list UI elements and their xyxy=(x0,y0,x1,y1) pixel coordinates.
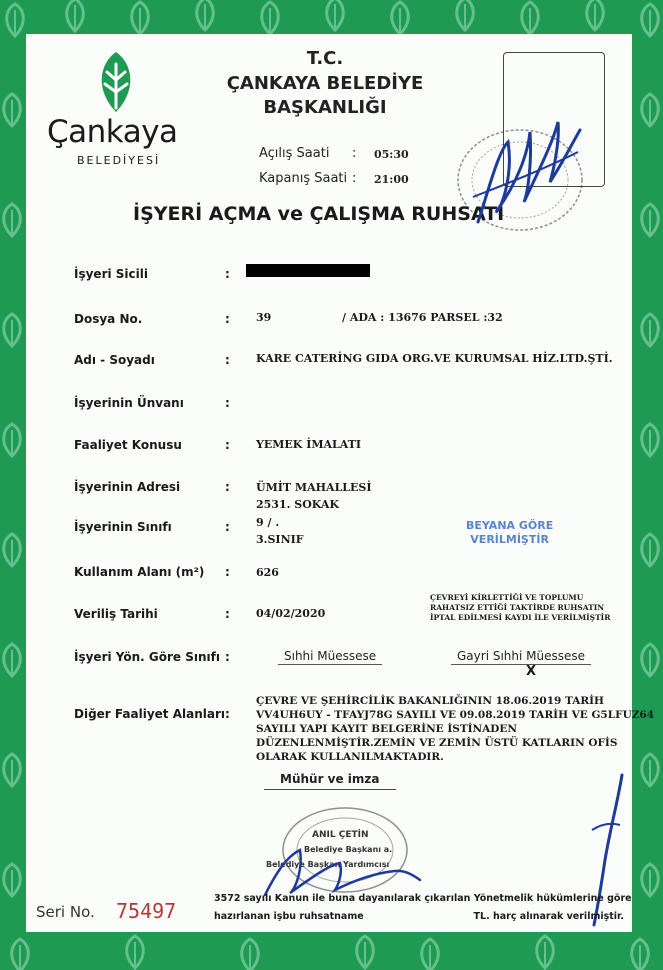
colon: : xyxy=(225,312,230,326)
header-line-2: ÇANKAYA BELEDİYE xyxy=(226,73,424,94)
field-value-sinif-line2: 3.SINIF xyxy=(256,533,304,546)
closing-hours-label: Kapanış Saati xyxy=(259,171,348,186)
colon: : xyxy=(225,396,230,410)
option-sihhi: Sıhhi Müessese xyxy=(278,649,382,665)
footer-note xyxy=(214,890,632,926)
seal-and-signature-label: Mühür ve imza xyxy=(264,772,396,790)
beyan-line2: VERİLMİŞTİR xyxy=(470,533,549,546)
warning-note xyxy=(430,593,610,623)
field-label-dosya: Dosya No. xyxy=(74,312,143,326)
opening-hours-label: Açılış Saati xyxy=(259,146,330,161)
field-label-sinif: İşyerinin Sınıfı xyxy=(74,520,172,534)
colon: : xyxy=(225,480,230,494)
serial-number: 75497 xyxy=(116,899,177,923)
field-value-tarih: 04/02/2020 xyxy=(256,607,326,620)
closing-hours-colon: : xyxy=(352,171,357,186)
field-label-yon: İşyeri Yön. Göre Sınıfı xyxy=(74,650,220,664)
serial-label: Seri No. xyxy=(36,903,95,921)
colon: : xyxy=(225,607,230,621)
field-label-unvan: İşyerinin Ünvanı xyxy=(74,396,184,410)
opening-hours-colon: : xyxy=(352,146,357,161)
field-value-faaliyet: YEMEK İMALATI xyxy=(256,438,362,451)
colon: : xyxy=(225,520,230,534)
diger-line2: VV4UH6UY - TFAYJ78G SAYILI VE 09.08.2019 TARİH VE G5LFUZ64 xyxy=(256,709,655,721)
diger-line1: ÇEVRE VE ŞEHİRCİLİK BAKANLIĞININ 18.06.2019 TARİH xyxy=(256,695,604,707)
field-label-alan: Kullanım Alanı (m²) xyxy=(74,565,205,579)
warning-line3: İPTAL EDİLMESİ KAYDI İLE VERİLMİŞTİR xyxy=(430,613,611,622)
colon: : xyxy=(225,267,230,281)
field-value-dosya: 39 xyxy=(256,311,272,324)
field-value-diger xyxy=(256,694,654,764)
colon: : xyxy=(225,353,230,367)
colon: : xyxy=(225,438,230,452)
field-value-alan: 626 xyxy=(256,566,279,579)
cankaya-leaf-logo-icon xyxy=(93,50,139,114)
brand-subtitle: BELEDİYESİ xyxy=(77,154,161,167)
field-label-adres: İşyerinin Adresi xyxy=(74,480,181,494)
footer-line2 xyxy=(214,908,624,926)
option-gayri-sihhi: Gayri Sıhhi Müessese xyxy=(451,649,591,665)
field-value-adres-line2: 2531. SOKAK xyxy=(256,498,340,511)
field-label-adsoyad: Adı - Soyadı xyxy=(74,353,155,367)
colon: : xyxy=(225,707,230,721)
diger-line5: OLARAK KULLANILMAKTADIR. xyxy=(256,751,444,763)
stamp-name: ANIL ÇETİN xyxy=(312,830,369,840)
closing-hours-value: 21:00 xyxy=(374,173,409,186)
document-title: İŞYERİ AÇMA ve ÇALIŞMA RUHSATI xyxy=(133,203,505,225)
field-value-adsoyad: KARE CATERİNG GIDA ORG.VE KURUMSAL HİZ.LTD.ŞTİ. xyxy=(256,352,613,365)
stamp-title: Belediye Başkanı a. xyxy=(304,845,393,854)
warning-line1: ÇEVREYİ KİRLETTİĞİ VE TOPLUMU xyxy=(430,593,584,602)
beyan-stamp xyxy=(466,519,553,547)
field-label-tarih: Veriliş Tarihi xyxy=(74,607,158,621)
colon: : xyxy=(225,650,230,664)
stamp-role: Belediye Başkan Yardımcısı xyxy=(266,860,390,869)
field-label-diger: Diğer Faaliyet Alanları xyxy=(74,707,225,721)
redacted-sicil-value xyxy=(246,264,370,277)
footer-line1: 3572 sayılı Kanun ile buna dayanılarak çıkarılan Yönetmelik hükümlerine göre xyxy=(214,893,632,904)
field-value-adres-line1: ÜMİT MAHALLESİ xyxy=(256,481,372,494)
warning-line2: RAHATSIZ ETTİĞİ TAKTİRDE RUHSATIN xyxy=(430,603,605,612)
diger-line4: DÜZENLENMİŞTİR.ZEMİN VE ZEMİN ÜSTÜ KATLARIN OFİS xyxy=(256,737,618,749)
signature-top xyxy=(458,112,588,232)
selected-mark: X xyxy=(526,664,537,679)
header-line-3: BAŞKANLIĞI xyxy=(263,97,387,118)
header-line-1: T.C. xyxy=(306,48,344,69)
field-label-faaliyet: Faaliyet Konusu xyxy=(74,438,182,452)
field-value-sinif-line1: 9 / . xyxy=(256,516,280,529)
diger-line3: SAYILI YAPI KAYIT BELGERİNE İSTİNADEN xyxy=(256,723,517,735)
field-value-ada-parsel: / ADA : 13676 PARSEL :32 xyxy=(342,311,503,324)
colon: : xyxy=(225,565,230,579)
opening-hours-value: 05:30 xyxy=(374,148,409,161)
footer-line2-left: hazırlanan işbu ruhsatname xyxy=(214,911,364,922)
footer-line2-right: TL. harç alınarak verilmiştir. xyxy=(473,911,624,922)
field-label-sicil: İşyeri Sicili xyxy=(74,267,148,281)
beyan-line1: BEYANA GÖRE xyxy=(466,519,554,532)
brand-name: Çankaya xyxy=(47,114,178,150)
